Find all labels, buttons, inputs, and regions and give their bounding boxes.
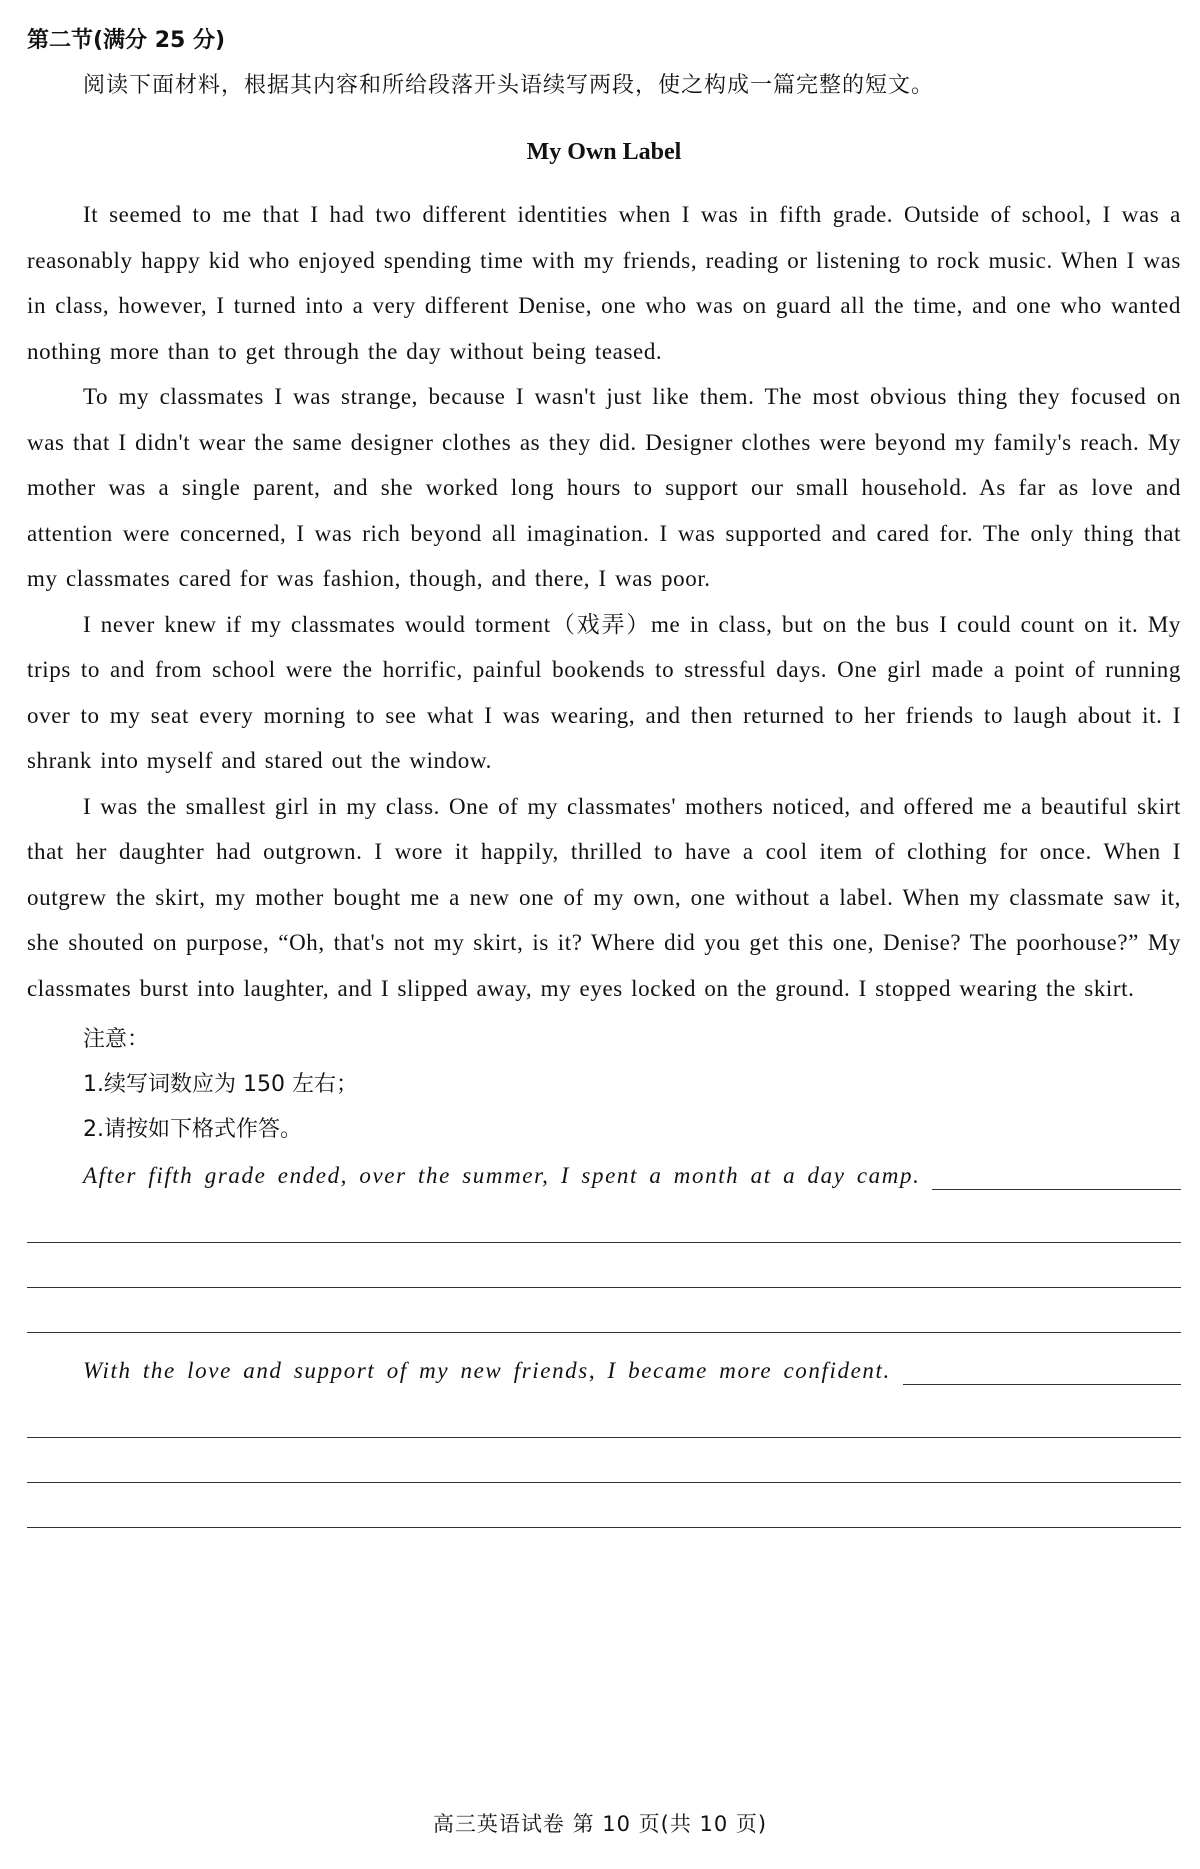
section-header: 第二节(满分 25 分) xyxy=(27,28,226,53)
passage-paragraph-1: It seemed to me that I had two different identities when I was in fifth grade. Outside of school, I was a reasonably happy kid who enjoyed spending time with my friends, reading or listening to rock music. When I was in class, however, I turned into a very different Denise, one who was on guard all the time, and one who wanted nothing more than to get through the day without being teased. xyxy=(27,202,1181,364)
passage-paragraph-3: I never knew if my classmates would torment（戏弄）me in class, but on the bus I could count on it. My trips to and from school were the horrific, painful bookends to stressful days. One girl made a point of running over to my seat every morning to see what I was wearing, and then returned to her friends to laugh about it. I shrank into myself and stared out the window. xyxy=(27,611,1181,773)
notes-section xyxy=(27,1017,1181,1152)
paragraph-opening-2: With the love and support of my new friends, I became more confident. xyxy=(83,1358,891,1383)
instruction-text: 阅读下面材料，根据其内容和所给段落开头语续写两段，使之构成一篇完整的短文。 xyxy=(83,73,935,98)
answer-line[interactable] xyxy=(27,1438,1181,1483)
answer-blank[interactable] xyxy=(903,1354,1181,1385)
answer-blank[interactable] xyxy=(932,1159,1181,1190)
prompt-line-2 xyxy=(27,1349,1181,1393)
answer-line[interactable] xyxy=(27,1483,1181,1528)
exam-page xyxy=(27,26,1181,1528)
answer-block-1 xyxy=(27,1154,1181,1333)
passage-paragraph-2: To my classmates I was strange, because I wasn't just like them. The most obvious thing they focused on was that I didn't wear the same designer clothes as they did. Designer clothes were beyond my family's reach. My mother was a single parent, and she worked long hours to support our small household. As far as love and attention were concerned, I was rich beyond all imagination. I was supported and cared for. The only thing that my classmates cared for was fashion, though, and there, I was poor. xyxy=(27,384,1181,591)
passage-title: My Own Label xyxy=(526,139,682,165)
answer-line[interactable] xyxy=(27,1288,1181,1333)
answer-line[interactable] xyxy=(27,1243,1181,1288)
answer-block-2 xyxy=(27,1349,1181,1528)
note-item-2: 2.请按如下格式作答。 xyxy=(83,1117,302,1142)
answer-line[interactable] xyxy=(27,1393,1181,1438)
notes-heading: 注意： xyxy=(83,1027,150,1052)
page-footer: 高三英语试卷 第 10 页(共 10 页) xyxy=(432,1812,768,1836)
passage-paragraph-4: I was the smallest girl in my class. One of my classmates' mothers noticed, and offered me a beautiful skirt that her daughter had outgrown. I wore it happily, thrilled to have a cool item of clothing for once. When I outgrew the skirt, my mother bought me a new one of my own, one without a label. When my classmate saw it, she shouted on purpose, “Oh, that's not my skirt, is it? Where did you get this one, Denise? The poorhouse?” My classmates burst into laughter, and I slipped away, my eyes locked on the ground. I stopped wearing the skirt. xyxy=(27,793,1181,1001)
prompt-line-1 xyxy=(27,1154,1181,1198)
paragraph-opening-1: After fifth grade ended, over the summer, I spent a month at a day camp. xyxy=(83,1163,921,1188)
note-item-1: 1.续写词数应为 150 左右； xyxy=(83,1072,358,1097)
answer-line[interactable] xyxy=(27,1198,1181,1243)
